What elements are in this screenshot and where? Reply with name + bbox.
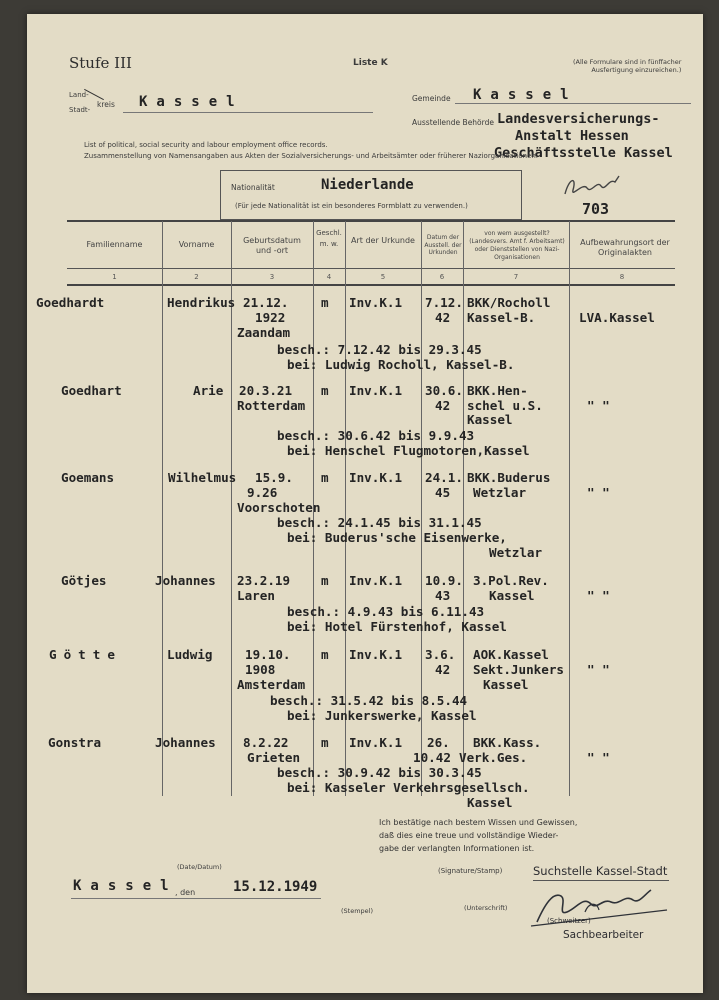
certification-line: Ich bestätige nach bestem Wissen und Gewissen, <box>379 818 578 827</box>
table-header-divider <box>67 268 675 269</box>
entry-archive-place: " " <box>587 485 610 500</box>
handwritten-initials <box>559 172 629 202</box>
place-value: Kassel <box>73 878 178 894</box>
column-header-art: Art der Urkunde <box>351 236 415 245</box>
entry-date-line: 10.42 <box>413 750 451 765</box>
column-header-aufbewahrung: Aufbewahrungsort der Originalakten <box>580 238 670 257</box>
signature-label: (Signature/Stamp) <box>438 867 503 875</box>
entry-date-line: 30.6. <box>425 383 463 398</box>
liste-label: Liste K <box>353 58 388 68</box>
entry-family-name: Goedhardt <box>36 295 105 310</box>
certification-line: daß dies eine treue und vollständige Wieder- <box>379 831 559 840</box>
entry-archive-place: " " <box>587 398 610 413</box>
form-note <box>573 58 681 74</box>
entry-document-type: Inv.K.1 <box>349 295 403 310</box>
entry-issuer-line: BKK/Rocholl <box>467 295 551 310</box>
entry-birth-line: 19.10. <box>245 647 291 662</box>
entry-issuer-line: BKK.Hen- <box>467 383 528 398</box>
entry-birth-line: Amsterdam <box>237 677 306 692</box>
certification-line: gabe der verlangten Informationen ist. <box>379 844 535 853</box>
unterschrift-label: (Unterschrift) <box>464 904 508 912</box>
gemeinde-label: Gemeinde <box>412 94 451 103</box>
stufe-label: Stufe III <box>69 54 132 72</box>
column-divider <box>162 221 163 796</box>
column-number: 3 <box>269 273 275 281</box>
entry-issuer-line: Sekt.Junkers <box>473 662 564 677</box>
entry-sex: m <box>321 573 329 588</box>
entry-issuer-line: AOK.Kassel <box>473 647 549 662</box>
nationality-label: Nationalität <box>231 183 275 192</box>
entry-birth-line: 23.2.19 <box>237 573 291 588</box>
kreis-label: kreis <box>97 100 115 109</box>
behoerde-label: Ausstellende Behörde <box>412 118 494 127</box>
entry-family-name: Goedhart <box>61 383 122 398</box>
behoerde-line-3: Geschäftsstelle Kassel <box>494 145 673 161</box>
stempel-label: (Stempel) <box>341 907 374 915</box>
entry-family-name: Goemans <box>61 470 115 485</box>
entry-issuer-line: Wetzlar <box>473 485 527 500</box>
stamp-title: Sachbearbeiter <box>563 929 644 941</box>
document-sheet <box>27 14 703 993</box>
entry-birth-line: 1922 <box>255 310 286 325</box>
nationality-box <box>220 170 522 220</box>
stamp-name: (Schweitzer) <box>547 917 591 925</box>
entry-birth-line: 8.2.22 <box>243 735 289 750</box>
column-header-aussteller: von wem ausgestellt? (Landesvers. Amt f. Arbeitsamt) oder Dienststellen von Nazi-Organisationen <box>469 230 565 261</box>
entry-employment-line: besch.: 7.12.42 bis 29.3.45 <box>277 342 482 357</box>
entry-employment-line: besch.: 30.9.42 bis 30.3.45 <box>277 765 482 780</box>
entry-employment-line: besch.: 30.6.42 bis 9.9.43 <box>277 428 475 443</box>
entry-employment-line: bei: Junkerswerke, Kassel <box>287 708 477 723</box>
column-header-geschlecht: Geschl. m. w. <box>316 229 342 248</box>
document-number: 703 <box>582 200 610 218</box>
kreis-underline <box>123 112 373 113</box>
stamp-office: Suchstelle Kassel-Stadt <box>533 864 668 878</box>
entry-document-type: Inv.K.1 <box>349 470 403 485</box>
entry-date-line: 3.6. <box>425 647 456 662</box>
stamp-underline <box>533 880 669 881</box>
entry-employment-line: bei: Buderus'sche Eisenwerke, <box>287 530 507 545</box>
den-label: , den <box>175 888 196 897</box>
description-english: List of political, social security and labour employment office records. <box>84 141 328 149</box>
entry-sex: m <box>321 383 329 398</box>
stadt-label: Stadt- <box>69 106 91 114</box>
column-divider <box>569 221 570 796</box>
entry-given-name: Arie <box>193 383 224 398</box>
entry-birth-line: 1908 <box>245 662 276 677</box>
entry-sex: m <box>321 470 329 485</box>
behoerde-line-2: Anstalt Hessen <box>515 128 629 144</box>
entry-archive-place: LVA.Kassel <box>579 310 655 325</box>
entry-archive-place: " " <box>587 750 610 765</box>
entry-date-line: 45 <box>435 485 451 500</box>
entry-employment-line: bei: Hotel Fürstenhof, Kassel <box>287 619 507 634</box>
entry-archive-place: " " <box>587 588 610 603</box>
kreis-value: Kassel <box>139 94 244 110</box>
entry-employment-line: besch.: 24.1.45 bis 31.1.45 <box>277 515 482 530</box>
entry-employment-line: bei: Kasseler Verkehrsgesellsch. <box>287 780 530 795</box>
description-german: Zusammenstellung von Namensangaben aus Akten der Sozialversicherungs- und Arbeitsämter oder früherer Naziorganisationen. <box>84 152 539 160</box>
column-number: 6 <box>439 273 445 281</box>
entry-given-name: Ludwig <box>167 647 213 662</box>
entry-employment-line: Kassel <box>467 795 513 810</box>
entry-issuer-line: schel u.S. <box>467 398 543 413</box>
entry-family-name: Gonstra <box>48 735 102 750</box>
column-number: 4 <box>326 273 332 281</box>
entry-employment-line: bei: Ludwig Rocholl, Kassel-B. <box>287 357 515 372</box>
entry-sex: m <box>321 295 329 310</box>
form-note-line: Ausfertigung einzureichen.) <box>591 66 682 74</box>
entry-given-name: Wilhelmus <box>168 470 237 485</box>
entry-birth-line: Grieten <box>247 750 301 765</box>
entry-date-line: 26. <box>427 735 450 750</box>
entry-date-line: 42 <box>435 310 451 325</box>
entry-employment-line: Wetzlar <box>489 545 543 560</box>
entry-issuer-line: Verk.Ges. <box>459 750 528 765</box>
entry-birth-line: 21.12. <box>243 295 289 310</box>
entry-issuer-line: BKK.Kass. <box>473 735 542 750</box>
entry-family-name: Götjes <box>61 573 107 588</box>
entry-issuer-line: Kassel-B. <box>467 310 536 325</box>
entry-birth-line: Laren <box>237 588 275 603</box>
column-number: 8 <box>619 273 625 281</box>
entry-document-type: Inv.K.1 <box>349 647 403 662</box>
column-header-datum: Datum der Ausstell. der Urkunden <box>424 234 462 256</box>
entry-sex: m <box>321 647 329 662</box>
nationality-value: Niederlande <box>321 177 414 193</box>
entry-date-line: 7.12. <box>425 295 463 310</box>
table-header-bottom <box>67 284 675 286</box>
entry-issuer-line: BKK.Buderus <box>467 470 551 485</box>
entry-given-name: Johannes <box>155 573 216 588</box>
entry-birth-line: 9.26 <box>247 485 278 500</box>
entry-issuer-line: Kassel <box>467 412 513 427</box>
behoerde-line-1: Landesversicherungs- <box>497 111 660 127</box>
entry-birth-line: Voorschoten <box>237 500 321 515</box>
column-number: 7 <box>513 273 519 281</box>
form-note-line: (Alle Formulare sind in fünffacher <box>573 58 682 66</box>
entry-family-name: Götte <box>49 647 122 662</box>
column-header-familienname: Familienname <box>86 240 143 249</box>
land-label: Land- <box>69 91 89 99</box>
entry-birth-line: Rotterdam <box>237 398 306 413</box>
date-underline <box>71 898 321 899</box>
entry-document-type: Inv.K.1 <box>349 573 403 588</box>
entry-document-type: Inv.K.1 <box>349 383 403 398</box>
entry-given-name: Johannes <box>155 735 216 750</box>
column-header-vorname: Vorname <box>178 240 215 249</box>
date-value: 15.12.1949 <box>233 879 318 895</box>
entry-date-line: 43 <box>435 588 451 603</box>
entry-issuer-line: Kassel <box>489 588 535 603</box>
date-label: (Date/Datum) <box>177 863 222 871</box>
entry-document-type: Inv.K.1 <box>349 735 403 750</box>
entry-date-line: 10.9. <box>425 573 463 588</box>
entry-issuer-line: Kassel <box>483 677 529 692</box>
gemeinde-underline <box>455 103 691 104</box>
entry-date-line: 24.1. <box>425 470 463 485</box>
table-top-border <box>67 220 675 222</box>
entry-employment-line: bei: Henschel Flugmotoren,Kassel <box>287 443 530 458</box>
entry-given-name: Hendrikus <box>167 295 236 310</box>
column-header-geburtsdatum: Geburtsdatum und -ort <box>243 236 301 255</box>
entry-date-line: 42 <box>435 662 451 677</box>
entry-date-line: 42 <box>435 398 451 413</box>
entry-archive-place: " " <box>587 662 610 677</box>
gemeinde-value: Kassel <box>473 87 578 103</box>
column-number: 2 <box>194 273 199 281</box>
entry-birth-line: 20.3.21 <box>239 383 293 398</box>
certification-text <box>379 816 577 855</box>
entry-issuer-line: 3.Pol.Rev. <box>473 573 549 588</box>
entry-birth-line: Zaandam <box>237 325 291 340</box>
entry-birth-line: 15.9. <box>255 470 293 485</box>
column-number: 5 <box>380 273 386 281</box>
column-number: 1 <box>112 273 117 281</box>
entry-sex: m <box>321 735 329 750</box>
entry-employment-line: besch.: 31.5.42 bis 8.5.44 <box>270 693 468 708</box>
nationality-note: (Für jede Nationalität ist ein besonderes Formblatt zu verwenden.) <box>235 202 468 210</box>
entry-employment-line: besch.: 4.9.43 bis 6.11.43 <box>287 604 485 619</box>
